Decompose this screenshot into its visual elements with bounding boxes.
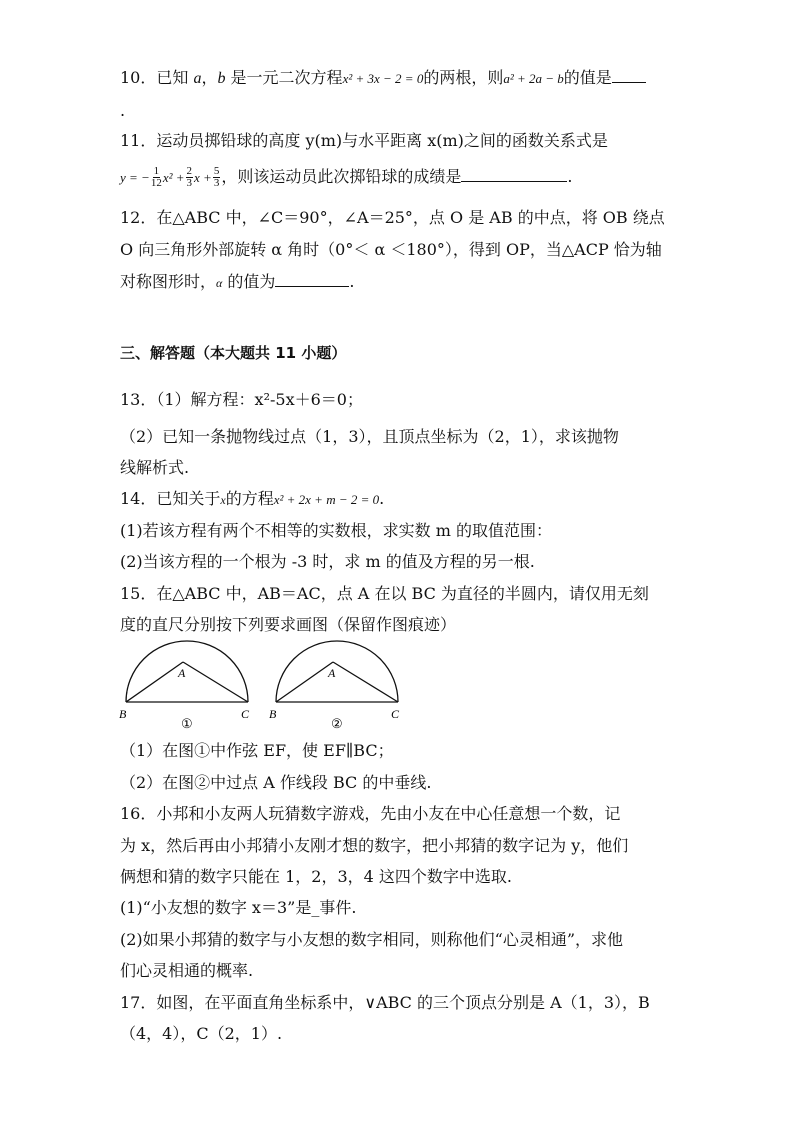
segment-ab: [276, 662, 333, 702]
q17-line2: （4，4），C（2，1）.: [120, 1024, 283, 1043]
q10-line1: 10．已知 a，b 是一元二次方程x² + 3x − 2 = 0的两根，则a² + 2a − b的值是: [120, 66, 646, 90]
q16-line6: 们心灵相通的概率.: [120, 961, 254, 980]
label-c: C: [391, 707, 400, 721]
q10-equation: x² + 3x − 2 = 0: [342, 71, 424, 86]
q11-line1: 11．运动员掷铅球的高度 y(m)与水平距离 x(m)之间的函数关系式是: [120, 131, 608, 150]
fraction: $\frac{1}{12}$: [150, 165, 162, 189]
figure-1: [119, 641, 250, 731]
q15-line2: 度的直尺分别按下列要求画图（保留作图痕迹）: [120, 615, 457, 634]
q15-figures: [110, 640, 410, 740]
q16-line1: 16．小邦和小友两人玩猜数字游戏，先由小友在中心任意想一个数，记: [120, 804, 621, 823]
section-heading: 三、解答题（本大题共 11 小题）: [120, 344, 347, 362]
q13-line2: （2）已知一条抛物线过点（1，3），且顶点坐标为（2，1），求该抛物: [120, 427, 619, 446]
label-b: B: [269, 707, 277, 721]
q16-line5: (2)如果小邦猜的数字与小友想的数字相同，则称他们“心灵相通”，求他: [120, 930, 624, 949]
q16-line4: (1)“小友想的数字 x＝3”是_事件.: [120, 898, 357, 917]
q10-expression: a² + 2a − b: [503, 71, 564, 86]
fraction: $\frac{5}{3}$: [213, 165, 220, 189]
q17-line1: 17．如图，在平面直角坐标系中，∨ABC 的三个顶点分别是 A（1，3），B: [120, 993, 650, 1012]
q14-line1: 14．已知关于x的方程x² + 2x + m − 2 = 0.: [120, 489, 385, 508]
label-b: B: [119, 707, 127, 721]
figure-number: ①: [181, 716, 193, 731]
figure-number: ②: [331, 716, 343, 731]
q12-line2: O 向三角形外部旋转 α 角时（0°＜ α ＜180°），得到 OP，当△ACP 恰为轴: [120, 240, 662, 259]
q11-line2: y = − $\frac{1}{12}$ x² + $\frac{2}{3}$ x + $\frac{5}{3}$ ，则该运动员此次掷铅球的成绩是 .: [120, 165, 573, 189]
q16-line3: 俩想和猜的数字只能在 1，2，3，4 这四个数字中选取.: [120, 867, 512, 886]
answer-blank[interactable]: [275, 270, 349, 287]
q15-task1: （1）在图①中作弦 EF，使 EF∥BC；: [120, 741, 394, 760]
semicircle-arc: [276, 641, 398, 702]
q15-line1: 15．在△ABC 中，AB＝AC，点 A 在以 BC 为直径的半圆内，请仅用无刻: [120, 584, 649, 603]
answer-blank[interactable]: [612, 66, 646, 83]
q15-task2: （2）在图②中过点 A 作线段 BC 的中垂线.: [120, 773, 432, 792]
q13-line3: 线解析式.: [120, 458, 190, 477]
q13-line1: 13．（1）解方程：x²-5x＋6＝0；: [120, 390, 363, 409]
q14-equation: x² + 2x + m − 2 = 0: [273, 492, 380, 507]
q10-line2: .: [120, 101, 126, 120]
label-c: C: [241, 707, 250, 721]
q12-line1: 12．在△ABC 中，∠C＝90°，∠A＝25°，点 O 是 AB 的中点，将 OB 绕点: [120, 208, 665, 227]
segment-ab: [126, 662, 183, 702]
answer-blank[interactable]: [461, 165, 567, 182]
label-a: A: [178, 666, 186, 680]
figure-2: [269, 641, 400, 731]
q12-line3: 对称图形时，α 的值为 .: [120, 272, 355, 291]
q16-line2: 为 x，然后再由小邦猜小友刚才想的数字，把小邦猜的数字记为 y，他们: [120, 836, 629, 855]
q14-line3: (2)当该方程的一个根为 -3 时，求 m 的值及方程的另一根.: [120, 552, 535, 571]
label-a: A: [328, 666, 336, 680]
fraction: $\frac{2}{3}$: [186, 165, 193, 189]
q14-line2: (1)若该方程有两个不相等的实数根，求实数 m 的取值范围：: [120, 521, 553, 540]
semicircle-arc: [126, 641, 248, 702]
